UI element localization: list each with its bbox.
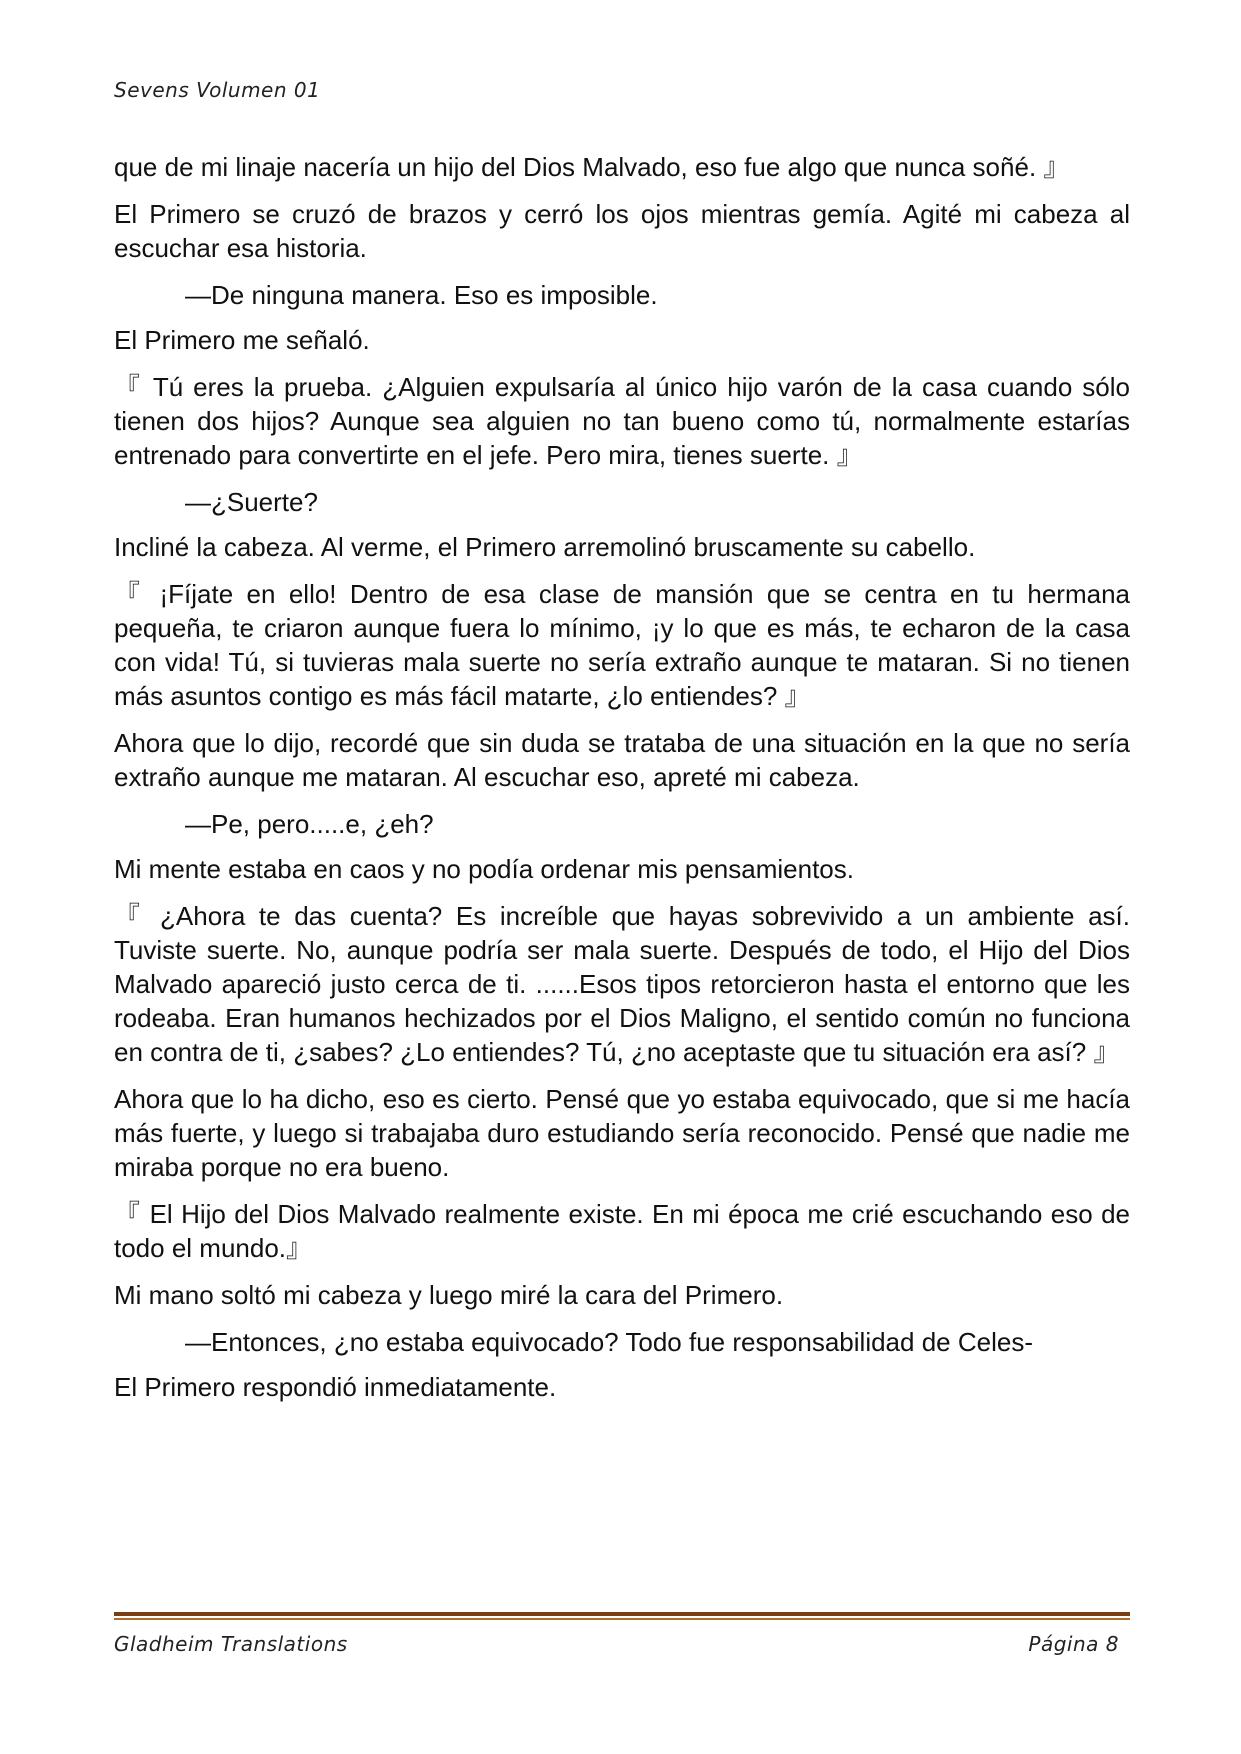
dialogue-line: —De ninguna manera. Eso es imposible. [185, 280, 658, 310]
footer-divider-thick [114, 1612, 1130, 1616]
paragraph: Mi mano soltó mi cabeza y luego miré la cara del Primero. [114, 1280, 784, 1310]
dialogue-line: —Entonces, ¿no estaba equivocado? Todo fue responsabilidad de Celes- [185, 1327, 1033, 1357]
paragraph: Incliné la cabeza. Al verme, el Primero arremolinó bruscamente su cabello. [114, 532, 976, 562]
paragraph: El Primero me señaló. [114, 325, 370, 355]
dialogue-paragraph: 『 Tú eres la prueba. ¿Alguien expulsaría al único hijo varón de la casa cuando sólo tienen dos hijos? Aunque sea alguien no tan bueno como tú, normalmente estarías entrenado para convertirte en el jefe. Pero mira, tienes suerte. 』 [114, 372, 1130, 470]
footer-divider [114, 1612, 1130, 1621]
document-body [114, 150, 1130, 1417]
dialogue-line: —Pe, pero.....e, ¿eh? [185, 809, 434, 839]
paragraph: El Primero se cruzó de brazos y cerró los ojos mientras gemía. Agité mi cabeza al escuchar esa historia. [114, 199, 1130, 263]
dialogue-paragraph: 『 El Hijo del Dios Malvado realmente existe. En mi época me crié escuchando eso de todo el mundo.』 [114, 1199, 1130, 1263]
dialogue-paragraph: 『 ¿Ahora te das cuenta? Es increíble que hayas sobrevivido a un ambiente así. Tuviste suerte. No, aunque podría ser mala suerte. Después de todo, el Hijo del Dios Malvado apareció justo cerca de ti. ......Esos tipos retorcieron hasta el entorno que les rodeaba. Eran humanos hechizados por el Dios Maligno, el sentido común no funciona en contra de ti, ¿sabes? ¿Lo entiendes? Tú, ¿no aceptaste que tu situación era así? 』 [114, 901, 1130, 1067]
paragraph: Ahora que lo dijo, recordé que sin duda se trataba de una situación en la que no sería extraño aunque me mataran. Al escuchar eso, apreté mi cabeza. [114, 728, 1130, 792]
dialogue-paragraph: 『 ¡Fíjate en ello! Dentro de esa clase de mansión que se centra en tu hermana pequeña, te criaron aunque fuera lo mínimo, ¡y lo que es más, te echaron de la casa con vida! Tú, si tuvieras mala suerte no sería extraño aunque te mataran. Si no tienen más asuntos contigo es más fácil matarte, ¿lo entiendes? 』 [114, 579, 1130, 711]
footer-divider-thin [114, 1618, 1130, 1620]
page-header-title: Sevens Volumen 01 [114, 78, 321, 102]
paragraph: El Primero respondió inmediatamente. [114, 1372, 557, 1402]
footer-translator-credit: Gladheim Translations [114, 1632, 348, 1656]
dialogue-line: —¿Suerte? [185, 487, 318, 517]
footer-page-number: Página 8 [1028, 1632, 1119, 1656]
paragraph: Ahora que lo ha dicho, eso es cierto. Pensé que yo estaba equivocado, que si me hacía más fuerte, y luego si trabajaba duro estudiando sería reconocido. Pensé que nadie me miraba porque no era bueno. [114, 1084, 1130, 1182]
paragraph: que de mi linaje nacería un hijo del Dios Malvado, eso fue algo que nunca soñé. 』 [114, 152, 1070, 182]
paragraph: Mi mente estaba en caos y no podía ordenar mis pensamientos. [114, 854, 854, 884]
